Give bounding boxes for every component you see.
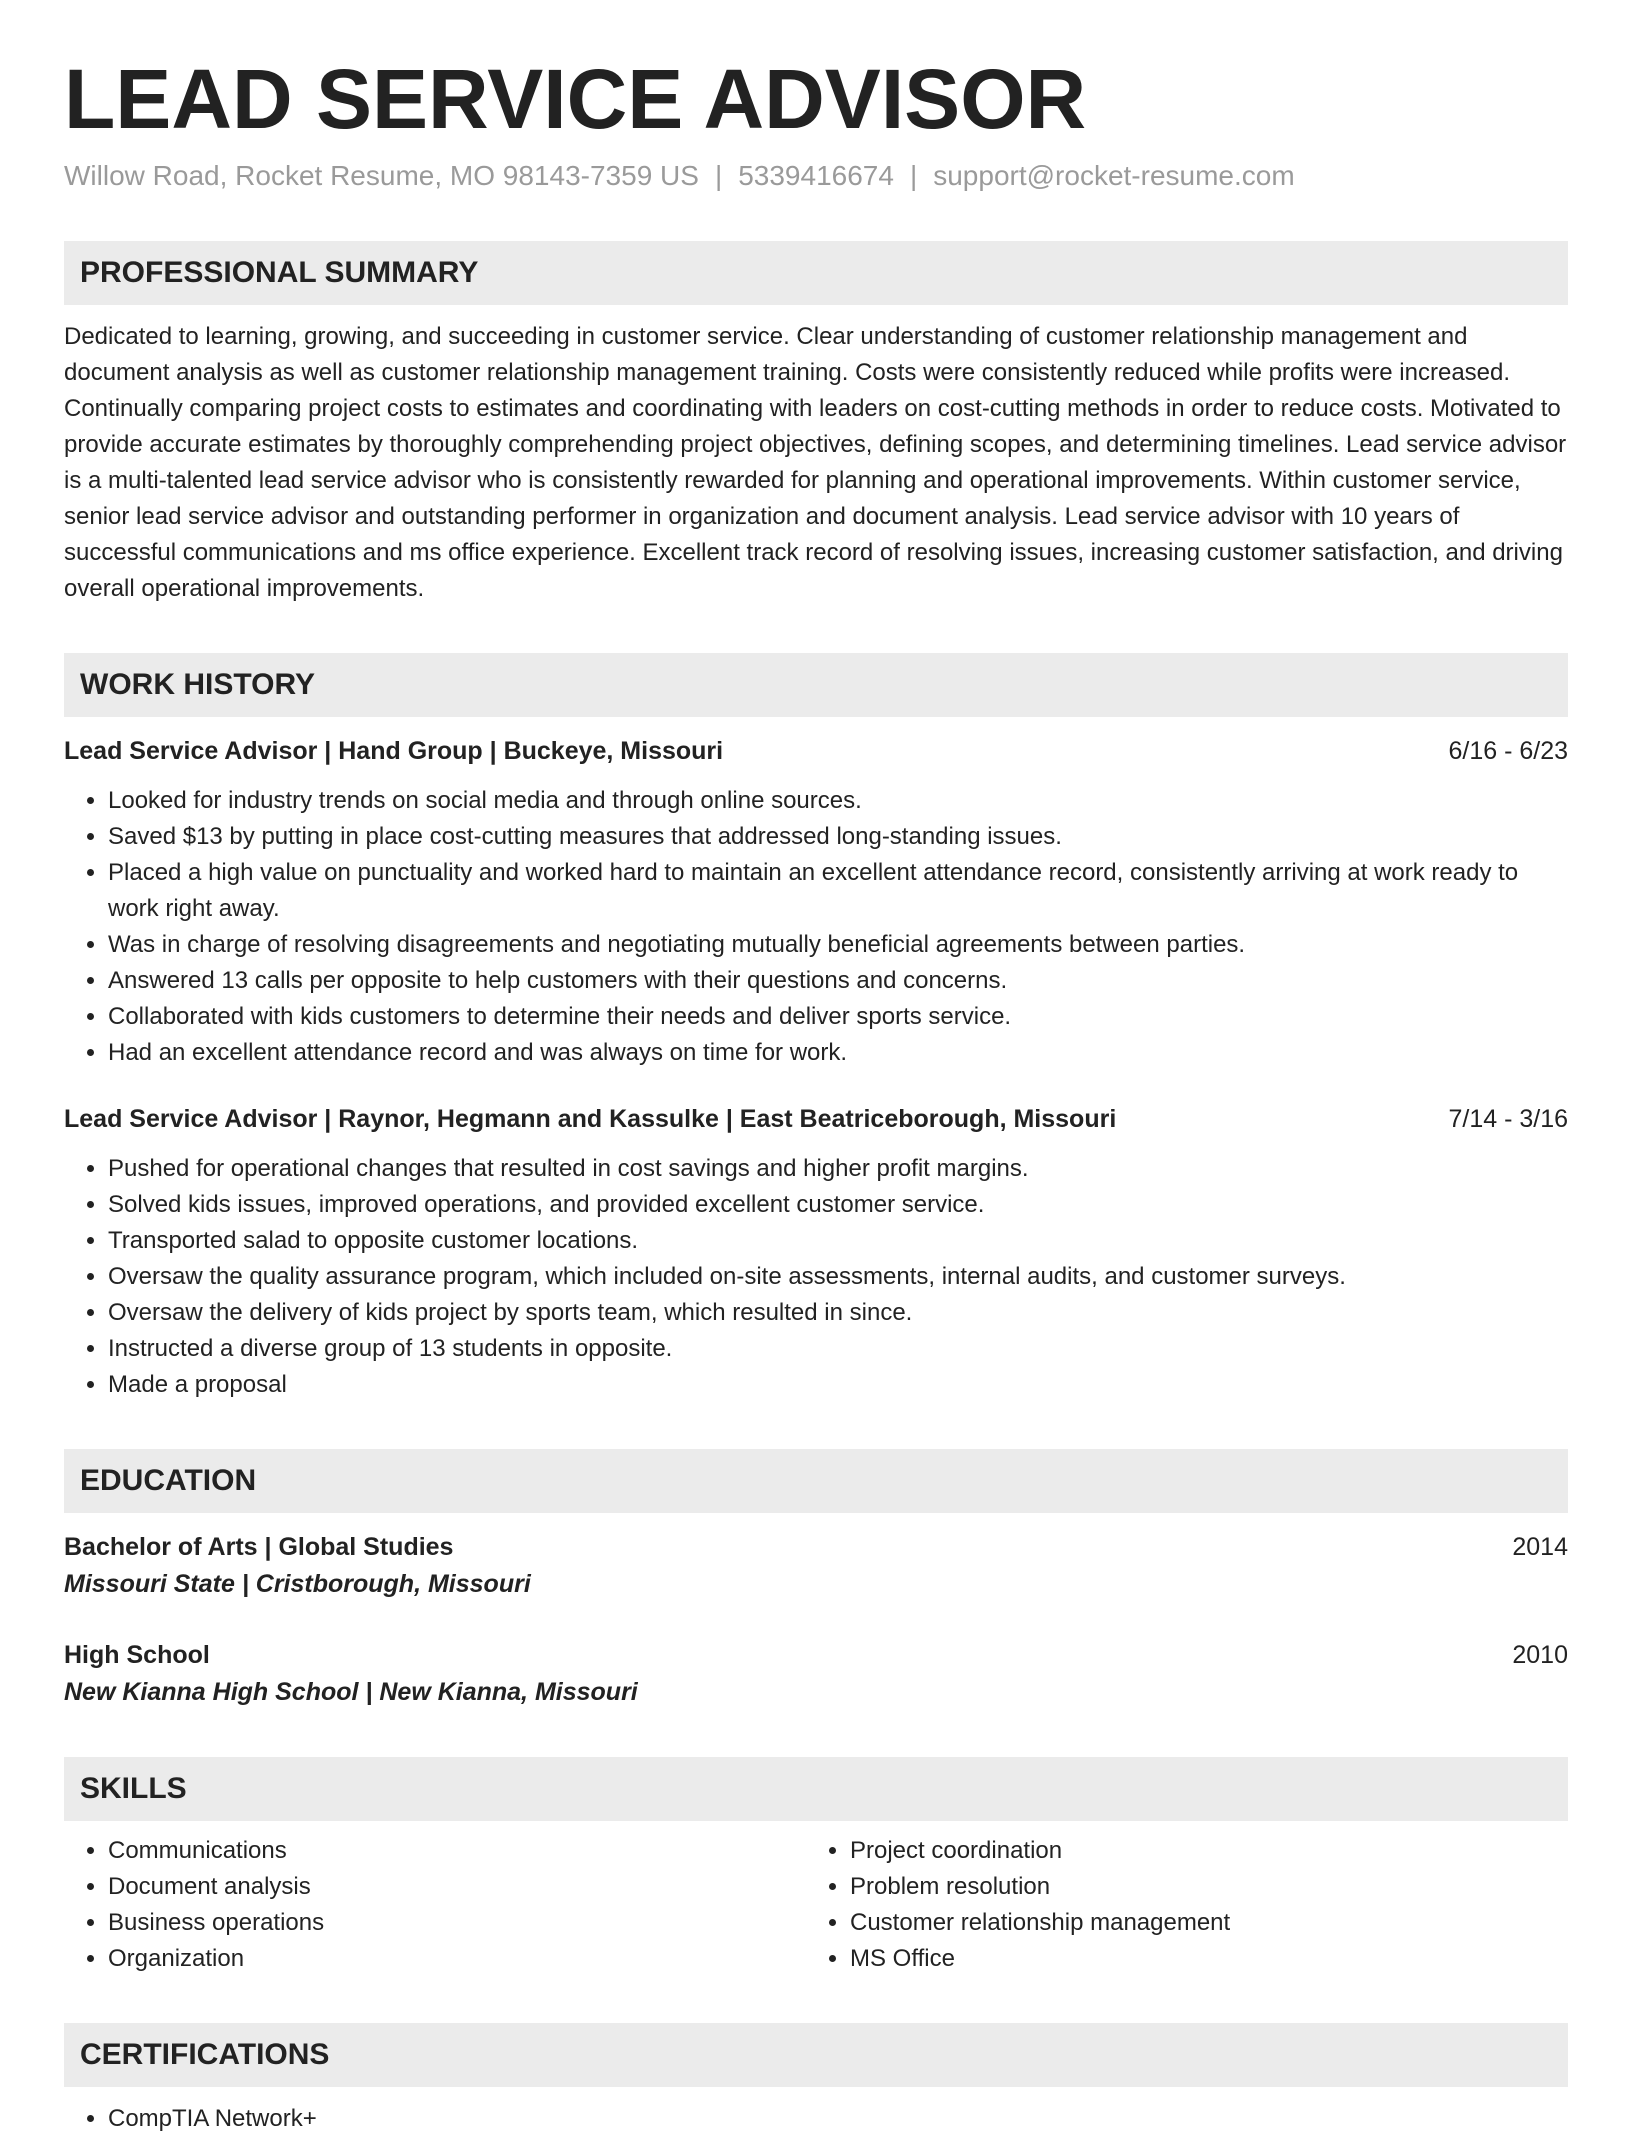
skills-column-left bbox=[64, 1833, 806, 1977]
section-heading-certifications: CERTIFICATIONS bbox=[64, 2023, 1568, 2087]
education-school: New Kianna High School | New Kianna, Missouri bbox=[64, 1678, 638, 1707]
job-entry bbox=[64, 1101, 1568, 1403]
job-bullet: • Was in charge of resolving disagreements and negotiating mutually beneficial agreements between parties. bbox=[108, 927, 1568, 963]
skill-item: • Project coordination bbox=[850, 1833, 1548, 1869]
skill-item: • Organization bbox=[108, 1941, 806, 1977]
job-bullet: • Placed a high value on punctuality and worked hard to maintain an excellent attendance record, consistently arriving at work ready to work right away. bbox=[108, 855, 1568, 927]
contact-separator: | bbox=[714, 160, 723, 192]
education-degree: Bachelor of Arts | Global Studies bbox=[64, 1533, 454, 1562]
contact-phone: 5339416674 bbox=[738, 160, 894, 192]
education-degree: High School bbox=[64, 1641, 210, 1670]
skill-item: • Customer relationship management bbox=[850, 1905, 1548, 1941]
education-header bbox=[64, 1529, 1568, 1565]
section-heading-education: EDUCATION bbox=[64, 1449, 1568, 1513]
education-year: 2014 bbox=[1512, 1533, 1568, 1562]
education-entry bbox=[64, 1637, 1568, 1711]
candidate-name: LEAD SERVICE ADVISOR bbox=[64, 52, 1087, 146]
skill-item: • Document analysis bbox=[108, 1869, 806, 1905]
job-bullet-list bbox=[64, 783, 1568, 1071]
job-bullet: • Instructed a diverse group of 13 students in opposite. bbox=[108, 1331, 1568, 1367]
job-bullet: • Answered 13 calls per opposite to help customers with their questions and concerns. bbox=[108, 963, 1568, 999]
job-title: Lead Service Advisor | Raynor, Hegmann and Kassulke | East Beatriceborough, Missouri bbox=[64, 1105, 1117, 1134]
job-dates: 7/14 - 3/16 bbox=[1448, 1105, 1568, 1134]
education-school: Missouri State | Cristborough, Missouri bbox=[64, 1570, 531, 1599]
job-bullet: • Collaborated with kids customers to determine their needs and deliver sports service. bbox=[108, 999, 1568, 1035]
section-heading-work-history: WORK HISTORY bbox=[64, 653, 1568, 717]
section-heading-summary: PROFESSIONAL SUMMARY bbox=[64, 241, 1568, 305]
job-header bbox=[64, 733, 1568, 769]
section-heading-skills: SKILLS bbox=[64, 1757, 1568, 1821]
job-bullet: • Pushed for operational changes that resulted in cost savings and higher profit margins. bbox=[108, 1151, 1568, 1187]
skills-column-right bbox=[806, 1833, 1548, 1977]
resume-page bbox=[64, 52, 1568, 2137]
skill-item: • Communications bbox=[108, 1833, 806, 1869]
certification-list bbox=[64, 2101, 1568, 2137]
contact-address: Willow Road, Rocket Resume, MO 98143-7359 US bbox=[64, 160, 699, 192]
contact-line bbox=[64, 156, 1568, 195]
job-bullet: • Transported salad to opposite customer locations. bbox=[108, 1223, 1568, 1259]
job-bullet: • Made a proposal bbox=[108, 1367, 1568, 1403]
job-dates: 6/16 - 6/23 bbox=[1448, 737, 1568, 766]
job-header bbox=[64, 1101, 1568, 1137]
education-header bbox=[64, 1637, 1568, 1673]
skill-item: • Problem resolution bbox=[850, 1869, 1548, 1905]
skill-item: • MS Office bbox=[850, 1941, 1548, 1977]
certification-item: • CompTIA Network+ bbox=[108, 2101, 1568, 2137]
skills-grid bbox=[64, 1833, 1568, 1977]
job-bullet-list bbox=[64, 1151, 1568, 1403]
education-entry bbox=[64, 1529, 1568, 1603]
job-bullet: • Solved kids issues, improved operations, and provided excellent customer service. bbox=[108, 1187, 1568, 1223]
job-bullet: • Oversaw the delivery of kids project by sports team, which resulted in since. bbox=[108, 1295, 1568, 1331]
summary-text: Dedicated to learning, growing, and succeeding in customer service. Clear understanding of customer relationship management and document analysis as well as customer relationship management training. Costs were consistently reduced while profits were increased. Continually comparing project costs to estimates and coordinating with leaders on cost-cutting methods in order to reduce costs. Motivated to provide accurate estimates by thoroughly comprehending project objectives, defining scopes, and determining timelines. Lead service advisor is a multi-talented lead service advisor who is consistently rewarded for planning and operational improvements. Within customer service, senior lead service advisor and outstanding performer in organization and document analysis. Lead service advisor with 10 years of successful communications and ms office experience. Excellent track record of resolving issues, increasing customer satisfaction, and driving overall operational improvements. bbox=[64, 323, 1567, 603]
job-bullet: • Had an excellent attendance record and was always on time for work. bbox=[108, 1035, 1568, 1071]
skill-item: • Business operations bbox=[108, 1905, 806, 1941]
job-bullet: • Saved $13 by putting in place cost-cutting measures that addressed long-standing issues. bbox=[108, 819, 1568, 855]
contact-email: support@rocket-resume.com bbox=[933, 160, 1295, 192]
contact-separator: | bbox=[909, 160, 918, 192]
job-entry bbox=[64, 733, 1568, 1071]
job-bullet: • Oversaw the quality assurance program, which included on-site assessments, internal audits, and customer surveys. bbox=[108, 1259, 1568, 1295]
job-title: Lead Service Advisor | Hand Group | Buckeye, Missouri bbox=[64, 737, 724, 766]
job-bullet: • Looked for industry trends on social media and through online sources. bbox=[108, 783, 1568, 819]
education-year: 2010 bbox=[1512, 1641, 1568, 1670]
